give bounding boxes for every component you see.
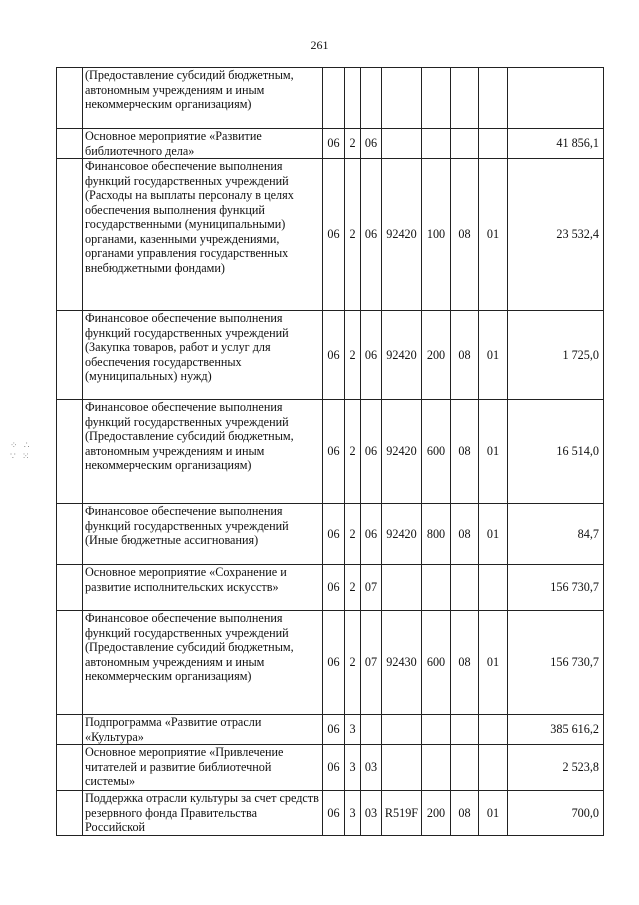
table-row — [57, 68, 604, 129]
event-code — [361, 715, 382, 745]
event-code: 03 — [361, 791, 382, 836]
section-code — [451, 68, 479, 129]
table-row — [57, 791, 604, 836]
expense-type-code: 200 — [422, 311, 451, 400]
section-code — [451, 715, 479, 745]
margin-cell — [57, 715, 83, 745]
amount: 41 856,1 — [508, 129, 604, 159]
section-code — [451, 565, 479, 611]
subsection-code: 01 — [479, 159, 508, 311]
amount: 156 730,7 — [508, 611, 604, 715]
subprogram-code — [345, 68, 361, 129]
subprogram-code: 3 — [345, 745, 361, 791]
item-name: Основное мероприятие «Сохранение и развитие исполнительских искусств» — [83, 565, 323, 611]
subsection-code — [479, 715, 508, 745]
program-code: 06 — [323, 611, 345, 715]
table-row — [57, 159, 604, 311]
subprogram-code: 2 — [345, 159, 361, 311]
program-code: 06 — [323, 791, 345, 836]
expense-type-code — [422, 68, 451, 129]
direction-code: 92420 — [382, 311, 422, 400]
program-code: 06 — [323, 715, 345, 745]
item-name: Финансовое обеспечение выполнения функций государственных учреждений (Закупка товаров, работ и услуг для обеспечения государственных (муниципальных) нужд) — [83, 311, 323, 400]
amount: 700,0 — [508, 791, 604, 836]
program-code: 06 — [323, 504, 345, 565]
margin-cell — [57, 611, 83, 715]
item-name: (Предоставление субсидий бюджетным, автономным учреждениям и иным некоммерческим организациям) — [83, 68, 323, 129]
item-name: Основное мероприятие «Развитие библиотечного дела» — [83, 129, 323, 159]
margin-cell — [57, 311, 83, 400]
program-code: 06 — [323, 311, 345, 400]
amount: 16 514,0 — [508, 400, 604, 504]
section-code: 08 — [451, 504, 479, 565]
expense-type-code — [422, 565, 451, 611]
margin-cell — [57, 504, 83, 565]
direction-code: 92430 — [382, 611, 422, 715]
margin-cell — [57, 565, 83, 611]
program-code: 06 — [323, 129, 345, 159]
item-name: Основное мероприятие «Привлечение читателей и развитие библиотечной системы» — [83, 745, 323, 791]
page-number: 261 — [310, 38, 329, 52]
table-row — [57, 565, 604, 611]
expense-type-code: 200 — [422, 791, 451, 836]
expense-type-code — [422, 715, 451, 745]
subprogram-code: 2 — [345, 565, 361, 611]
item-name: Финансовое обеспечение выполнения функций государственных учреждений (Предоставление субсидий бюджетным, автономным учреждениям и иным некоммерческим организациям) — [83, 400, 323, 504]
table-row — [57, 504, 604, 565]
event-code: 07 — [361, 565, 382, 611]
section-code: 08 — [451, 400, 479, 504]
event-code: 07 — [361, 611, 382, 715]
subsection-code: 01 — [479, 504, 508, 565]
item-name: Поддержка отрасли культуры за счет средств резервного фонда Правительства Российской — [83, 791, 323, 836]
direction-code: 92420 — [382, 159, 422, 311]
event-code: 06 — [361, 129, 382, 159]
margin-cell — [57, 791, 83, 836]
direction-code — [382, 68, 422, 129]
program-code — [323, 68, 345, 129]
section-code: 08 — [451, 791, 479, 836]
subsection-code — [479, 68, 508, 129]
program-code: 06 — [323, 565, 345, 611]
expense-type-code: 600 — [422, 400, 451, 504]
direction-code: 92420 — [382, 504, 422, 565]
section-code: 08 — [451, 611, 479, 715]
direction-code — [382, 129, 422, 159]
budget-table — [56, 67, 604, 836]
subsection-code: 01 — [479, 791, 508, 836]
event-code: 06 — [361, 311, 382, 400]
amount: 84,7 — [508, 504, 604, 565]
event-code: 03 — [361, 745, 382, 791]
expense-type-code: 100 — [422, 159, 451, 311]
section-code: 08 — [451, 311, 479, 400]
event-code: 06 — [361, 504, 382, 565]
margin-cell — [57, 400, 83, 504]
subprogram-code: 2 — [345, 129, 361, 159]
subprogram-code: 3 — [345, 791, 361, 836]
table-row — [57, 129, 604, 159]
direction-code — [382, 715, 422, 745]
direction-code: 92420 — [382, 400, 422, 504]
amount: 1 725,0 — [508, 311, 604, 400]
subsection-code — [479, 745, 508, 791]
item-name: Подпрограмма «Развитие отрасли «Культура» — [83, 715, 323, 745]
margin-cell — [57, 745, 83, 791]
subprogram-code: 3 — [345, 715, 361, 745]
table-row — [57, 611, 604, 715]
subsection-code — [479, 129, 508, 159]
subprogram-code: 2 — [345, 611, 361, 715]
subprogram-code: 2 — [345, 400, 361, 504]
amount — [508, 68, 604, 129]
program-code: 06 — [323, 745, 345, 791]
amount: 156 730,7 — [508, 565, 604, 611]
event-code: 06 — [361, 400, 382, 504]
amount: 385 616,2 — [508, 715, 604, 745]
expense-type-code: 800 — [422, 504, 451, 565]
expense-type-code — [422, 129, 451, 159]
subprogram-code: 2 — [345, 311, 361, 400]
section-code: 08 — [451, 159, 479, 311]
item-name: Финансовое обеспечение выполнения функций государственных учреждений (Предоставление субсидий бюджетным, автономным учреждениям и иным некоммерческим организациям) — [83, 611, 323, 715]
program-code: 06 — [323, 400, 345, 504]
margin-cell — [57, 68, 83, 129]
direction-code — [382, 745, 422, 791]
table-row — [57, 745, 604, 791]
section-code — [451, 129, 479, 159]
margin-cell — [57, 159, 83, 311]
item-name: Финансовое обеспечение выполнения функций государственных учреждений (Расходы на выплаты персоналу в целях обеспечения выполнения функций государственными (муниципальными) органами, казенными учреждениями, органами управления государственных внебюджетными фондами) — [83, 159, 323, 311]
scan-smudge: ⁘ ∴ ∵ ⁙ — [10, 440, 32, 461]
expense-type-code: 600 — [422, 611, 451, 715]
amount: 2 523,8 — [508, 745, 604, 791]
table-row — [57, 715, 604, 745]
table-row — [57, 400, 604, 504]
section-code — [451, 745, 479, 791]
amount: 23 532,4 — [508, 159, 604, 311]
expense-type-code — [422, 745, 451, 791]
direction-code: R519F — [382, 791, 422, 836]
event-code — [361, 68, 382, 129]
subsection-code — [479, 565, 508, 611]
direction-code — [382, 565, 422, 611]
subsection-code: 01 — [479, 611, 508, 715]
subprogram-code: 2 — [345, 504, 361, 565]
event-code: 06 — [361, 159, 382, 311]
item-name: Финансовое обеспечение выполнения функций государственных учреждений (Иные бюджетные ассигнования) — [83, 504, 323, 565]
margin-cell — [57, 129, 83, 159]
program-code: 06 — [323, 159, 345, 311]
subsection-code: 01 — [479, 311, 508, 400]
table-row — [57, 311, 604, 400]
subsection-code: 01 — [479, 400, 508, 504]
